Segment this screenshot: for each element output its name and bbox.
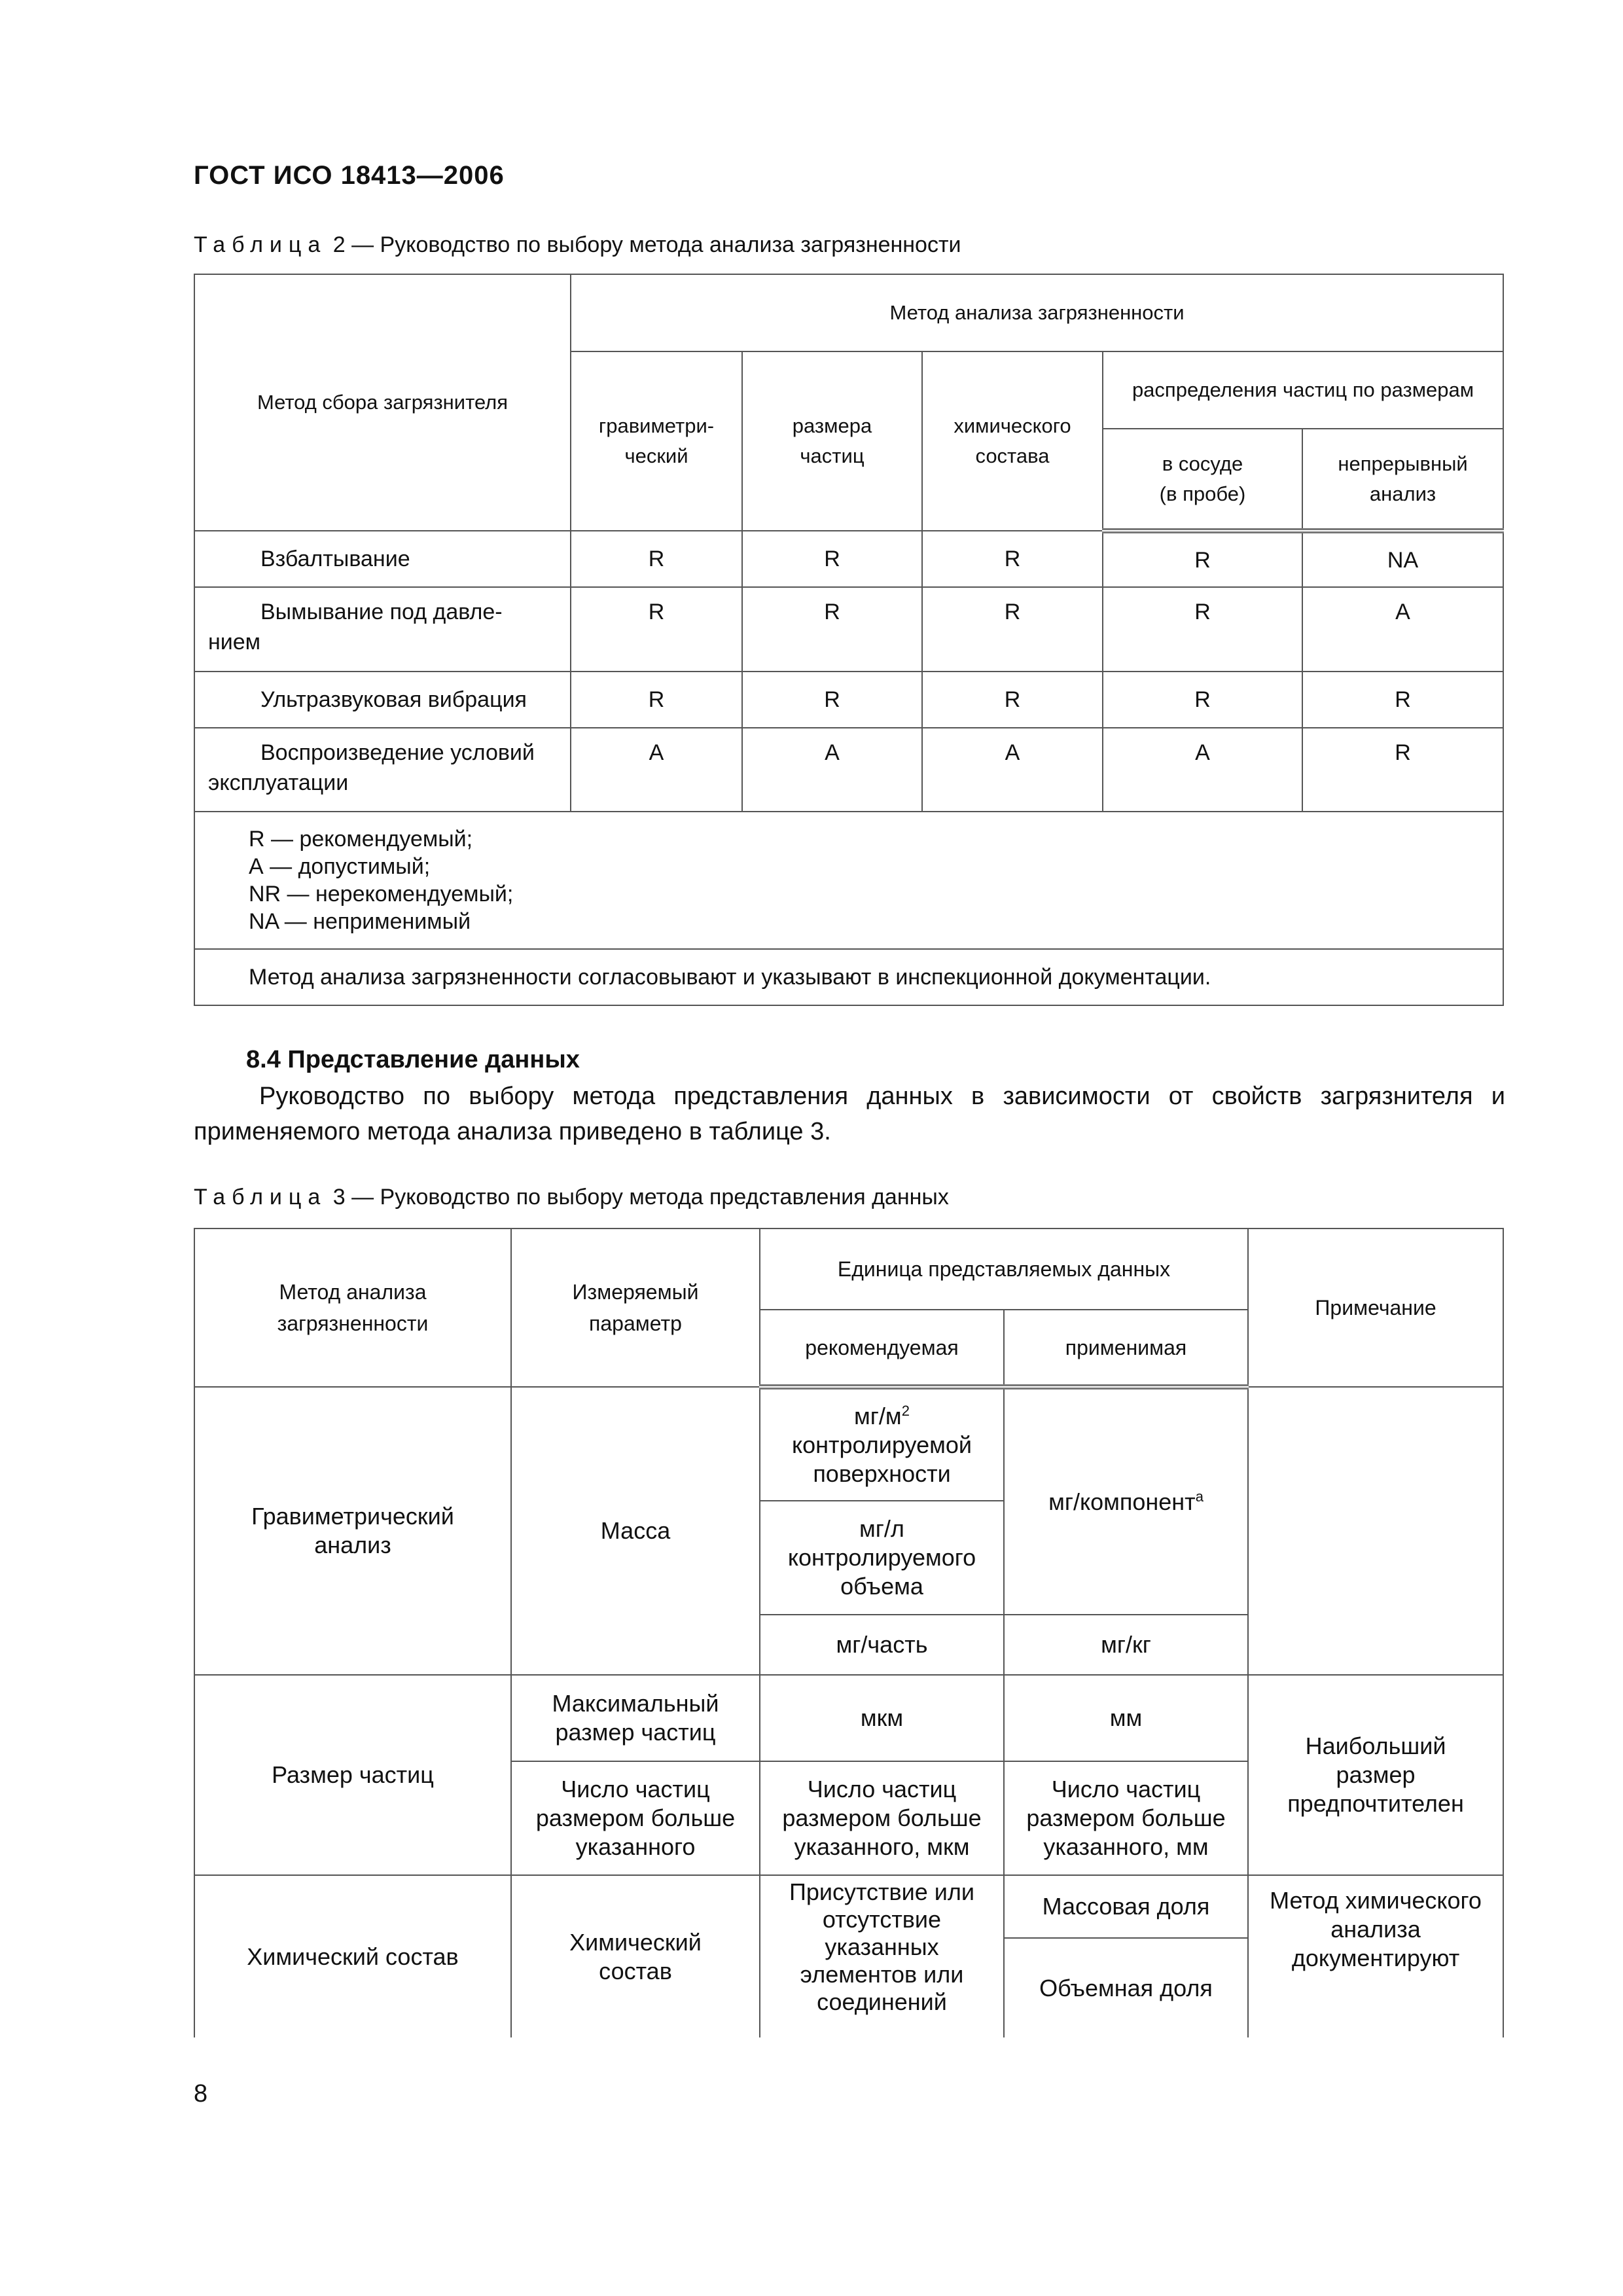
t3-particle-rec2: Число частиц размером больше указанного, мкм bbox=[760, 1761, 1004, 1875]
t2-cell: A bbox=[742, 728, 922, 812]
table-row bbox=[194, 728, 1503, 812]
document-header: ГОСТ ИСО 18413—2006 bbox=[194, 161, 505, 190]
t2-cell: R bbox=[1302, 728, 1503, 812]
legend-item: А — допустимый; bbox=[249, 854, 431, 879]
t3-chem-param: Химический состав bbox=[511, 1875, 760, 2037]
unit-text: контролируемой поверхности bbox=[791, 1431, 972, 1487]
t2-row-method: Вымывание под давле- нием bbox=[194, 587, 571, 672]
t2-cell: R bbox=[742, 531, 922, 587]
t2-row-method: Взбалтывание bbox=[194, 531, 571, 587]
table3-caption-word: Таблица bbox=[194, 1185, 327, 1210]
table3-caption-text: 3 — Руководство по выбору метода представления данных bbox=[327, 1185, 949, 1210]
t3-header-recommended: рекомендуемая bbox=[760, 1310, 1004, 1387]
t3-grav-note bbox=[1248, 1387, 1503, 1675]
t3-grav-rec1 bbox=[760, 1387, 1004, 1501]
t2-header-collection-method: Метод сбора загрязнителя bbox=[194, 274, 571, 531]
t3-grav-app1 bbox=[1004, 1387, 1248, 1615]
unit-superscript: 2 bbox=[901, 1402, 910, 1419]
legend-item: NA — неприменимый bbox=[249, 909, 471, 934]
table3-caption bbox=[194, 1185, 949, 1210]
t2-cell: A bbox=[1302, 587, 1503, 672]
table-row bbox=[194, 1875, 1503, 1938]
table2-caption bbox=[194, 232, 961, 258]
t3-grav-rec2: мг/л контролируемого объема bbox=[760, 1501, 1004, 1615]
t3-particle-rec1: мкм bbox=[760, 1675, 1004, 1761]
t3-particle-app2: Число частиц размером больше указанного, мм bbox=[1004, 1761, 1248, 1875]
table3 bbox=[194, 1228, 1504, 2037]
t3-chem-rec: Присутствие или отсутствие указанных элементов или соединений bbox=[760, 1875, 1004, 2037]
t2-header-particle-size: размера частиц bbox=[742, 351, 922, 531]
t2-cell: R bbox=[571, 531, 742, 587]
t2-cell: R bbox=[742, 587, 922, 672]
t3-chem-note: Метод химического анализа документируют bbox=[1248, 1875, 1503, 2037]
paragraph-line: применяемого метода анализа приведено в таблице 3. bbox=[194, 1118, 831, 1145]
t3-particle-app1: мм bbox=[1004, 1675, 1248, 1761]
t3-header-note: Примечание bbox=[1248, 1229, 1503, 1387]
t2-cell: R bbox=[1103, 531, 1302, 587]
t2-header-in-vessel: в сосуде (в пробе) bbox=[1103, 429, 1302, 531]
t2-cell: R bbox=[1302, 672, 1503, 728]
table-row bbox=[194, 672, 1503, 728]
t3-header-unit: Единица представляемых данных bbox=[760, 1229, 1248, 1310]
t2-header-analysis-method: Метод анализа загрязненности bbox=[571, 274, 1503, 351]
t2-cell: R bbox=[571, 672, 742, 728]
footnote-mark: a bbox=[1195, 1488, 1204, 1505]
unit-text: мг/компонент bbox=[1048, 1488, 1196, 1515]
t3-grav-param: Масса bbox=[511, 1387, 760, 1675]
table-row bbox=[194, 1387, 1503, 1501]
t2-cell: NA bbox=[1302, 531, 1503, 587]
t2-cell: A bbox=[922, 728, 1103, 812]
t2-cell: R bbox=[1103, 587, 1302, 672]
t3-grav-rec3: мг/часть bbox=[760, 1615, 1004, 1675]
t3-particle-note: Наибольший размер предпочтителен bbox=[1248, 1675, 1503, 1875]
t2-cell: A bbox=[1103, 728, 1302, 812]
section-paragraph bbox=[194, 1079, 1505, 1149]
t2-header-chemical: химического состава bbox=[922, 351, 1103, 531]
t2-legend bbox=[194, 812, 1503, 949]
t3-header-measured-param: Измеряемый параметр bbox=[511, 1229, 760, 1387]
t2-row-method: Ультразвуковая вибрация bbox=[194, 672, 571, 728]
table2 bbox=[194, 274, 1504, 1006]
t2-cell: R bbox=[922, 587, 1103, 672]
t3-header-analysis-method: Метод анализа загрязненности bbox=[194, 1229, 511, 1387]
table-row bbox=[194, 1675, 1503, 1761]
t2-cell: R bbox=[742, 672, 922, 728]
t2-cell: R bbox=[571, 587, 742, 672]
t3-particle-method: Размер частиц bbox=[194, 1675, 511, 1875]
t3-grav-method: Гравиметрический анализ bbox=[194, 1387, 511, 1675]
t2-header-distribution: распределения частиц по размерам bbox=[1103, 351, 1503, 429]
t2-cell: R bbox=[922, 531, 1103, 587]
legend-item: R — рекомендуемый; bbox=[249, 827, 473, 852]
t3-particle-param1: Максимальный размер частиц bbox=[511, 1675, 760, 1761]
t3-chem-method: Химический состав bbox=[194, 1875, 511, 2037]
t2-cell: R bbox=[922, 672, 1103, 728]
section-title: 8.4 Представление данных bbox=[246, 1046, 580, 1073]
t3-particle-param2: Число частиц размером больше указанного bbox=[511, 1761, 760, 1875]
legend-item: NR — нерекомендуемый; bbox=[249, 882, 514, 906]
table-row bbox=[194, 587, 1503, 672]
page-number: 8 bbox=[194, 2080, 208, 2108]
t2-header-gravimetric: гравиметри- ческий bbox=[571, 351, 742, 531]
t2-cell: R bbox=[1103, 672, 1302, 728]
unit-text: мг/м bbox=[854, 1402, 902, 1429]
t2-row-method: Воспроизведение условий эксплуатации bbox=[194, 728, 571, 812]
t2-header-continuous: непрерывный анализ bbox=[1302, 429, 1503, 531]
table2-caption-text: 2 — Руководство по выбору метода анализа загрязненности bbox=[327, 232, 961, 257]
t2-cell: A bbox=[571, 728, 742, 812]
table2-caption-word: Таблица bbox=[194, 232, 327, 257]
t2-note: Метод анализа загрязненности согласовывают и указывают в инспекционной документации. bbox=[194, 949, 1503, 1005]
paragraph-line: Руководство по выбору метода представления данных в зависимости от свойств загрязнителя и bbox=[259, 1083, 1505, 1110]
t3-header-applicable: применимая bbox=[1004, 1310, 1248, 1387]
t3-chem-app2: Объемная доля bbox=[1004, 1938, 1248, 2037]
table-row bbox=[194, 531, 1503, 587]
t3-grav-app3: мг/кг bbox=[1004, 1615, 1248, 1675]
t3-chem-app1: Массовая доля bbox=[1004, 1875, 1248, 1938]
